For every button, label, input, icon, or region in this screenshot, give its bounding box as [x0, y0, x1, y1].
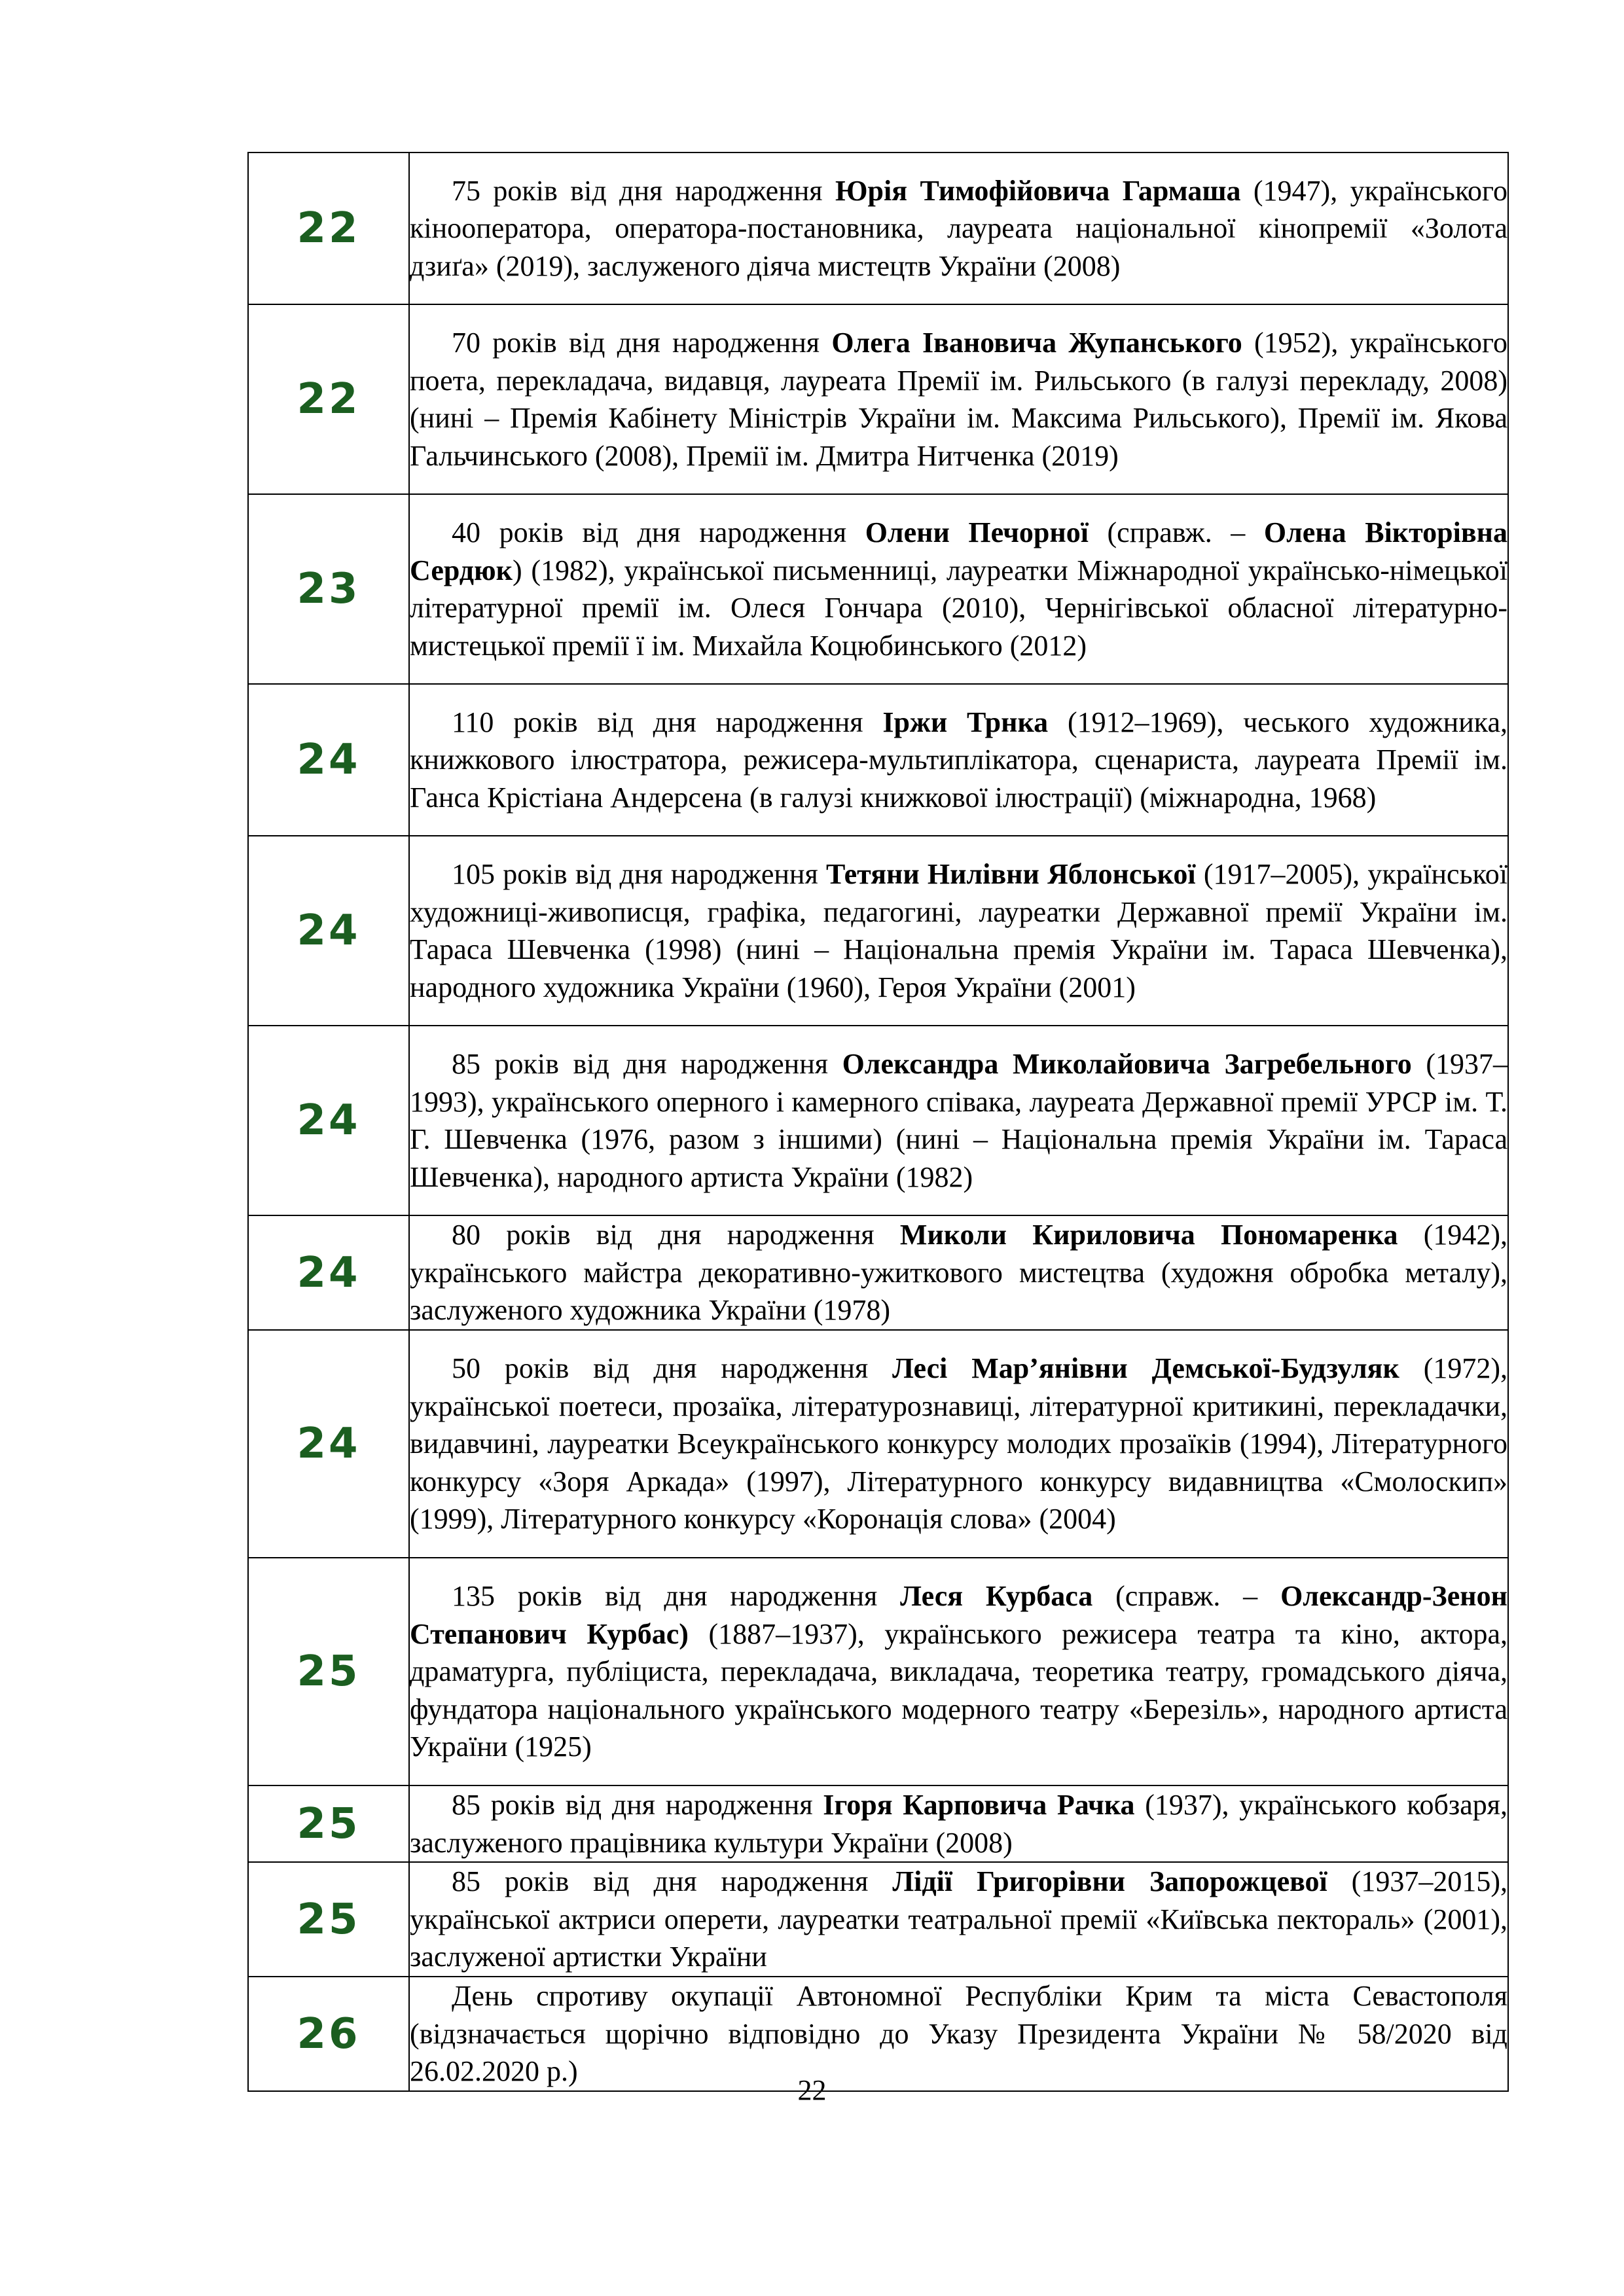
event-text: (1917–2005), української художниці-живописця, графіка, педагогині, лауреатки Державної премії України ім. Тараса Шевченка (1998) (нині – Національна премія України ім. Тараса Шевченка), народного художника України (1960), Героя України (2001) [410, 858, 1508, 1003]
event-text: (1972), української поетеси, прозаїка, літературознавиці, літературної критикині, перекладачки, видавчині, лауреатки Всеукраїнського конкурсу молодих прозаїків (1994), Літературного конкурсу «Зоря Аркада» (1997), Літературного конкурсу видавництва «Смолоскип» (1999), Літературного конкурсу «Коронація слова» (2004) [410, 1352, 1507, 1535]
event-text: (справж. – [1088, 516, 1264, 548]
person-name: Іржи Трнка [882, 706, 1049, 738]
person-name: Ігоря Карповича Рачка [823, 1789, 1135, 1821]
day-cell: 25 [248, 1785, 409, 1862]
day-cell: 25 [248, 1862, 409, 1977]
table-row [248, 304, 1508, 494]
event-text: (1937–2015), української актриси оперети, лауреатки театральної премії «Київська пектораль» (2001), заслуженої артистки України [410, 1865, 1507, 1973]
table-row [248, 1026, 1508, 1215]
table-row [248, 1862, 1508, 1977]
table-row [248, 1215, 1508, 1330]
event-text: (1952), українського поета, перекладача, видавця, лауреата Премії ім. Рильського (в галузі перекладу, 2008) (нині – Премія Кабінету Міністрів України ім. Максима Рильського), Премії ім. Якова Гальчинського (2008), Премії ім. Дмитра Нитченка (2019) [410, 327, 1508, 472]
table-row [248, 1785, 1508, 1862]
event-text: (справж. – [1092, 1580, 1281, 1613]
event-cell [409, 1330, 1508, 1558]
day-cell: 24 [248, 1330, 409, 1558]
event-cell [409, 304, 1508, 494]
event-text: 70 років від дня народження [452, 327, 832, 359]
table-row [248, 1330, 1508, 1558]
person-name: Олександра Миколайовича Загребельного [842, 1048, 1412, 1080]
event-text: 75 років від дня народження [452, 174, 835, 207]
event-text: 85 років від дня народження [452, 1048, 842, 1080]
event-text: (1947), українського кінооператора, оператора-постановника, лауреата національної кінопремії «Золота дзиґа» (2019), заслуженого діяча мистецтв України (2008) [410, 174, 1508, 282]
person-name: Тетяни Нилівни Яблонської [825, 858, 1196, 890]
event-text: 135 років від дня народження [452, 1580, 901, 1613]
event-text: 50 років від дня народження [452, 1352, 893, 1385]
table-row [248, 836, 1508, 1026]
event-text: 85 років від дня народження [452, 1789, 823, 1821]
day-cell: 24 [248, 1215, 409, 1330]
event-text: 110 років від дня народження [452, 706, 883, 738]
day-cell: 22 [248, 304, 409, 494]
person-name: Лесі Мар’янівни Демської-Будзуляк [892, 1352, 1399, 1385]
table-row [248, 494, 1508, 684]
event-cell [409, 836, 1508, 1026]
event-text: 40 років від дня народження [452, 516, 865, 548]
event-text: (1942), українського майстра декоративно-ужиткового мистецтва (художня обробка металу), заслуженого художника України (1978) [410, 1219, 1508, 1327]
event-cell [409, 1026, 1508, 1215]
person-name: Юрія Тимофійовича Гармаша [835, 174, 1241, 207]
person-name: Олени Печорної [865, 516, 1089, 548]
person-real-name: Олександр-Зенон Степанович Курбас) [410, 1580, 1508, 1650]
anniversary-table [247, 152, 1509, 2092]
event-text: ) (1982), української письменниці, лауреатки Міжнародної українсько-німецької літературної премії ім. Олеся Гончара (2010), Чернігівської обласної літературно-мистецької премії ї ім. Михайла Коцюбинського (2012) [410, 554, 1507, 662]
day-cell: 25 [248, 1558, 409, 1785]
event-cell [409, 1558, 1508, 1785]
page-number: 22 [797, 2074, 827, 2106]
event-text: (1937–1993), українського оперного і камерного співака, лауреата Державної премії УРСР ім. Т. Г. Шевченка (1976, разом з іншими) (нині – Національна премія України ім. Тараса Шевченка), народного артиста України (1982) [410, 1048, 1507, 1193]
table-row [248, 1558, 1508, 1785]
event-text: 85 років від дня народження [452, 1865, 893, 1898]
event-cell [409, 152, 1508, 304]
event-cell [409, 494, 1508, 684]
person-name: Миколи Кириловича Пономаренка [899, 1219, 1398, 1251]
day-cell: 22 [248, 152, 409, 304]
event-text: 80 років від дня народження [452, 1219, 900, 1251]
event-text: (1887–1937), українського режисера театра та кіно, актора, драматурга, публіциста, перекладача, викладача, теоретика театру, громадського діяча, фундатора національного українського модерного театру «Березіль», народного артиста України (1925) [410, 1617, 1507, 1763]
event-cell [409, 684, 1508, 836]
day-cell: 26 [248, 1977, 409, 2091]
person-name: Олега Івановича Жупанського [831, 327, 1242, 359]
event-cell [409, 1215, 1508, 1330]
event-text: (1912–1969), чеського художника, книжкового ілюстратора, режисера-мультиплікатора, сценариста, лауреата Премії ім. Ганса Крістіана Андерсена (в галузі книжкової ілюстрації) (міжнародна, 1968) [410, 706, 1507, 814]
table-body [248, 152, 1508, 2091]
person-name: Лідії Григорівни Запорожцевої [892, 1865, 1327, 1898]
table-row [248, 152, 1508, 304]
table-row [248, 684, 1508, 836]
person-real-name: Олена Вікторівна Сердюк [410, 516, 1507, 586]
event-text: День спротиву окупації Автономної Республіки Крим та міста Севастополя (відзначається щорічно відповідно до Указу Президента України № 58/2020 від 26.02.2020 р.) [410, 1980, 1507, 2088]
day-cell: 24 [248, 836, 409, 1026]
event-cell [409, 1785, 1508, 1862]
day-cell: 24 [248, 684, 409, 836]
person-name: Леся Курбаса [900, 1580, 1093, 1613]
event-text: 105 років від дня народження [452, 858, 826, 890]
event-text: (1937), українського кобзаря, заслуженого працівника культури України (2008) [410, 1789, 1507, 1859]
event-cell [409, 1862, 1508, 1977]
day-cell: 24 [248, 1026, 409, 1215]
day-cell: 23 [248, 494, 409, 684]
